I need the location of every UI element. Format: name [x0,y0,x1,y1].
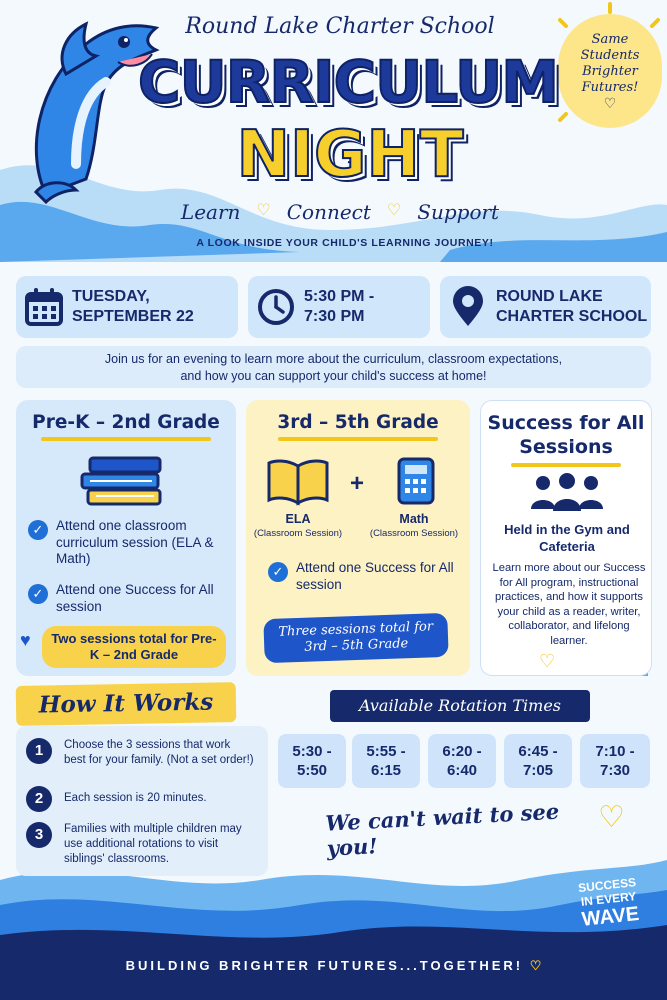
tagline-connect: Connect [286,200,371,224]
slot-end: 6:15 [370,762,402,779]
prek-heading: Pre-K – 2nd Grade [32,412,220,433]
location-line-1: ROUND LAKE [496,288,603,305]
step-text: Choose the 3 sessions that work best for your family. (Not a set order!) [64,739,254,766]
date-line-1: TUESDAY, [72,288,150,305]
footer [0,958,667,974]
slot-end: 5:50 [296,762,328,779]
heading-underline [511,463,621,467]
heart-icon: ♥ [20,630,31,650]
date-box [16,276,238,338]
heart-icon: ♡ [529,958,542,973]
check-icon: ✓ [28,584,48,604]
rotation-slot [580,734,650,788]
step-number: 2 [26,786,52,812]
books-icon [76,452,176,510]
heart-icon: ♡ [598,801,625,834]
rotation-slot [428,734,496,788]
rotation-slot [352,734,420,788]
upper-item-text: Attend one Success for All session [296,560,454,592]
intro-line-2: and how you can support your child's success at home! [180,369,487,383]
how-it-works-box [16,726,268,876]
slot-start: 5:55 - [366,743,406,760]
tagline [140,200,540,224]
intro-line-1: Join us for an evening to learn more about the curriculum, classroom expectations, [104,352,563,366]
school-name: Round Lake Charter School [185,14,495,39]
badge-line-1: Same [591,32,629,47]
clock-icon [256,287,296,327]
slot-end: 7:30 [599,762,631,779]
calendar-icon [24,287,64,327]
tagline-learn: Learn [180,200,241,224]
rotation-times-title: Available Rotation Times [330,690,590,722]
check-icon: ✓ [28,520,48,540]
date-line-2: SEPTEMBER 22 [72,308,194,325]
wave-badge-line-3: WAVE [580,902,641,931]
check-icon: ✓ [268,562,288,582]
people-icon [527,473,607,513]
title-line-1: CURRICULUM [138,48,558,116]
prek-total: Two sessions total for Pre-K – 2nd Grade [42,626,226,668]
time-line-1: 5:30 PM - [304,288,375,305]
badge-line-2: Students [580,48,640,63]
math-subtitle: (Classroom Session) [369,528,459,539]
slot-start: 6:45 - [518,743,558,760]
closing-message: We can't wait to see you! [324,798,560,861]
step-number: 3 [26,822,52,848]
heading-underline [278,437,438,441]
step-text: Each session is 20 minutes. [64,792,207,804]
heart-icon: ♡ [256,200,271,219]
step-3 [26,822,254,867]
sfa-panel [480,400,652,676]
footer-text: BUILDING BRIGHTER FUTURES...TOGETHER! [125,958,524,973]
slot-end: 6:40 [446,762,478,779]
wave-badge [564,874,655,933]
calculator-icon [396,456,436,506]
sfa-location: Held in the Gym and Cafeteria [504,522,630,554]
prek-item-text: Attend one Success for All session [56,582,214,614]
time-box [248,276,430,338]
prek-item-text: Attend one classroom curriculum session (ELA & Math) [56,518,214,566]
badge-line-3: Brighter [582,64,638,79]
heart-icon: ♡ [386,200,402,219]
slot-end: 7:05 [522,762,554,779]
wave-badge-line-1: SUCCESS [577,875,637,896]
math-label [366,512,462,539]
ela-title: ELA [285,512,311,526]
rotation-slot [504,734,572,788]
badge-line-4: Futures! [581,80,639,95]
how-it-works-title: How It Works [16,682,237,726]
subtagline: A LOOK INSIDE YOUR CHILD'S LEARNING JOURNEY! [196,237,494,249]
heart-icon: ♡ [603,96,617,112]
open-book-icon [266,458,330,506]
location-pin-icon [450,286,486,328]
location-box [440,276,651,338]
title-line-2: NIGHT [236,118,464,192]
plus-sign: + [350,470,365,497]
ela-label [250,512,346,539]
upper-item [268,560,458,593]
heart-icon: ♡ [539,651,556,671]
step-1 [26,738,254,768]
slot-start: 7:10 - [595,743,635,760]
prek-item-1 [28,518,228,568]
tagline-support: Support [417,200,500,224]
location-line-2: CHARTER SCHOOL [496,308,648,325]
upper-grades-panel [246,400,470,676]
prek-panel [16,400,236,676]
upper-total: Three sessions total for 3rd – 5th Grade [263,613,448,663]
slot-start: 6:20 - [442,743,482,760]
step-text: Families with multiple children may use additional rotations to visit siblings' classrooms. [64,823,242,865]
ela-subtitle: (Classroom Session) [253,528,343,539]
sfa-heading: Success for All Sessions [487,412,645,458]
rotation-slot [278,734,346,788]
step-number: 1 [26,738,52,764]
heading-underline [41,437,211,441]
time-line-2: 7:30 PM [304,308,365,325]
wave-badge-line-2: IN EVERY [580,889,637,909]
step-2 [26,786,254,812]
math-title: Math [399,512,429,526]
upper-heading: 3rd – 5th Grade [277,412,439,433]
prek-item-2 [28,582,228,615]
intro-text [16,346,651,388]
sfa-description: Learn more about our Success for All program, instructional practices, and how it supports your child as a reader, writer, collaborator, and lifelong learner. [492,562,646,647]
slot-start: 5:30 - [292,743,332,760]
